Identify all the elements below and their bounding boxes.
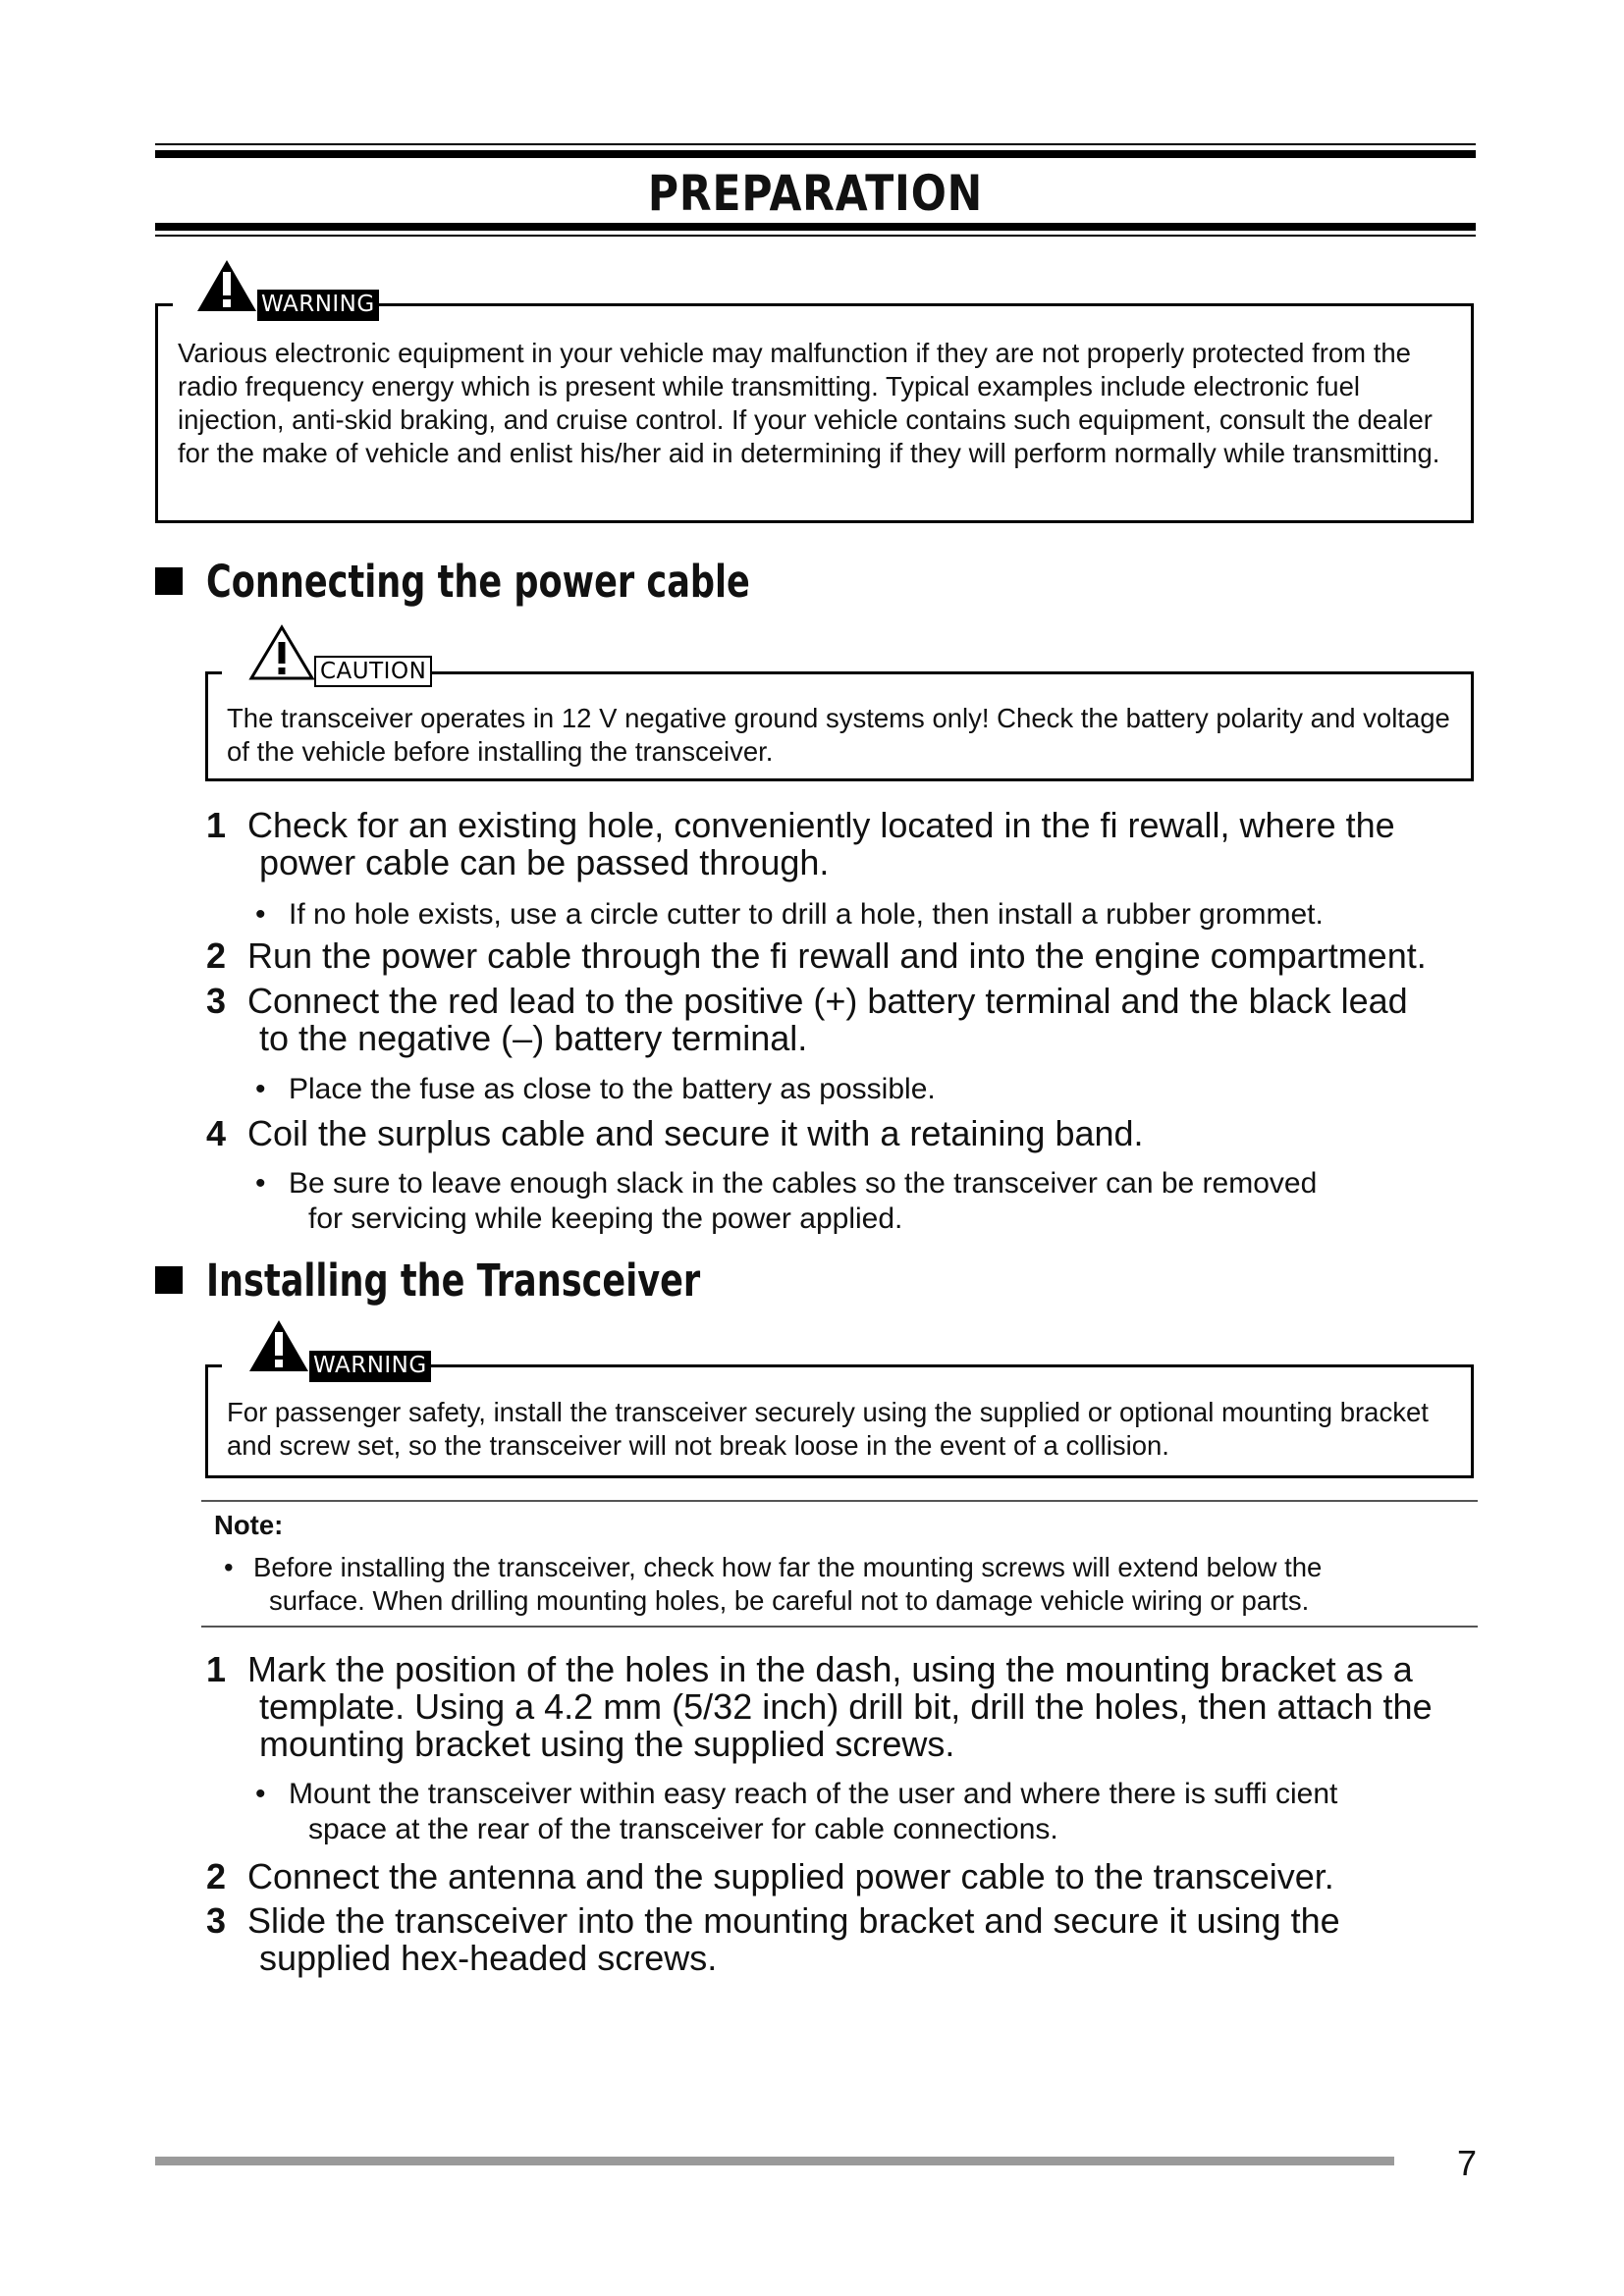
step-1-mark-holes — [206, 1651, 1483, 1763]
title-rule-top-thin — [155, 143, 1476, 145]
step-number: 1 — [206, 805, 227, 845]
step-text: Coil the surplus cable and secure it with a retaining band. — [247, 1113, 1144, 1153]
note-rule-top — [201, 1500, 1478, 1502]
bullet-mount-reach — [255, 1777, 1473, 1847]
warning-badge: WARNING — [309, 1351, 431, 1382]
bullet-text: If no hole exists, use a circle cutter to drill a hole, then install a rubber grommet. — [289, 898, 1324, 931]
section-title: Installing the Transceiver — [206, 1255, 701, 1307]
bullet-dot: • — [255, 1167, 266, 1200]
step-text-cont: template. Using a 4.2 mm (5/32 inch) drill bit, drill the holes, then attach the — [259, 1686, 1433, 1727]
step-text: Slide the transceiver into the mounting bracket and secure it using the — [247, 1900, 1340, 1941]
bullet-dot: • — [255, 1778, 266, 1810]
step-4-coil-cable — [206, 1115, 1483, 1152]
title-rule-top-thick — [155, 150, 1476, 158]
step-text-cont: supplied hex-headed screws. — [259, 1938, 718, 1978]
bullet-dot: • — [224, 1552, 234, 1582]
title-rule-bottom-thick — [155, 223, 1476, 231]
title-rule-bottom-thin — [155, 235, 1476, 237]
warning-triangle-icon — [195, 258, 258, 313]
step-2-connect-antenna — [206, 1858, 1483, 1896]
bullet-text-cont: for servicing while keeping the power applied. — [308, 1202, 903, 1235]
step-1-check-hole — [206, 807, 1483, 881]
step-3-slide-transceiver — [206, 1902, 1483, 1977]
step-number: 3 — [206, 1900, 227, 1941]
page-title: PREPARATION — [647, 165, 984, 222]
step-2-run-cable — [206, 937, 1483, 975]
caution-badge: CAUTION — [314, 656, 432, 687]
step-text-cont: mounting bracket using the supplied screws. — [259, 1724, 955, 1764]
bullet-text-cont: space at the rear of the transceiver for cable connections. — [308, 1813, 1058, 1845]
bullet-dot: • — [255, 898, 266, 931]
bullet-text: Be sure to leave enough slack in the cables so the transceiver can be removed — [289, 1167, 1318, 1200]
note-text: Before installing the transceiver, check how far the mounting screws will extend below the — [253, 1552, 1323, 1582]
warning-triangle-icon — [247, 1318, 310, 1373]
step-number: 2 — [206, 935, 227, 976]
step-number: 4 — [206, 1113, 227, 1153]
bullet-text: Place the fuse as close to the battery as possible. — [289, 1073, 936, 1105]
step-number: 1 — [206, 1649, 227, 1689]
bullet-slack — [255, 1166, 1473, 1237]
section-bullet-square — [155, 1266, 183, 1294]
note-text-cont: surface. When drilling mounting holes, be careful not to damage vehicle wiring or parts. — [269, 1585, 1310, 1616]
caution-triangle-icon — [248, 624, 315, 681]
section-bullet-square — [155, 567, 183, 595]
step-text: Mark the position of the holes in the dash, using the mounting bracket as a — [247, 1649, 1413, 1689]
caution-text: The transceiver operates in 12 V negative ground systems only! Check the battery polarity and voltage of the vehicle before installing the transceiver. — [227, 703, 1450, 767]
bullet-dot: • — [255, 1073, 266, 1105]
warning-text: For passenger safety, install the transceiver securely using the supplied or optional mounting bracket and screw set, so the transceiver will not break loose in the event of a collision. — [227, 1397, 1429, 1461]
warning-text: Various electronic equipment in your vehicle may malfunction if they are not properly protected from the radio frequency energy which is present while transmitting. Typical examples include electronic fuel injection, anti-skid braking, and cruise control. If your vehicle contains such equipment, consult the dealer for the make of vehicle and enlist his/her aid in determining if they will perform normally while transmitting. — [178, 338, 1440, 468]
step-text: Connect the red lead to the positive (+) battery terminal and the black lead — [247, 981, 1408, 1021]
step-number: 2 — [206, 1856, 227, 1896]
step-text-cont: to the negative (–) battery terminal. — [259, 1018, 808, 1058]
step-text: Check for an existing hole, conveniently located in the fi rewall, where the — [247, 805, 1395, 845]
step-3-connect-leads — [206, 983, 1483, 1057]
note-label: Note: — [214, 1510, 284, 1540]
step-number: 3 — [206, 981, 227, 1021]
bullet-no-hole — [255, 897, 1473, 933]
footer-bar — [155, 2157, 1394, 2165]
bullet-fuse — [255, 1072, 1473, 1107]
bullet-text: Mount the transceiver within easy reach of the user and where there is suffi cient — [289, 1778, 1338, 1810]
step-text: Run the power cable through the fi rewall and into the engine compartment. — [247, 935, 1427, 976]
step-text: Connect the antenna and the supplied power cable to the transceiver. — [247, 1856, 1334, 1896]
warning-badge: WARNING — [257, 290, 379, 321]
note-rule-bottom — [201, 1626, 1478, 1628]
page-number: 7 — [1457, 2143, 1478, 2183]
section-title: Connecting the power cable — [206, 556, 750, 608]
step-text-cont: power cable can be passed through. — [259, 842, 830, 882]
note-item — [224, 1551, 1471, 1618]
